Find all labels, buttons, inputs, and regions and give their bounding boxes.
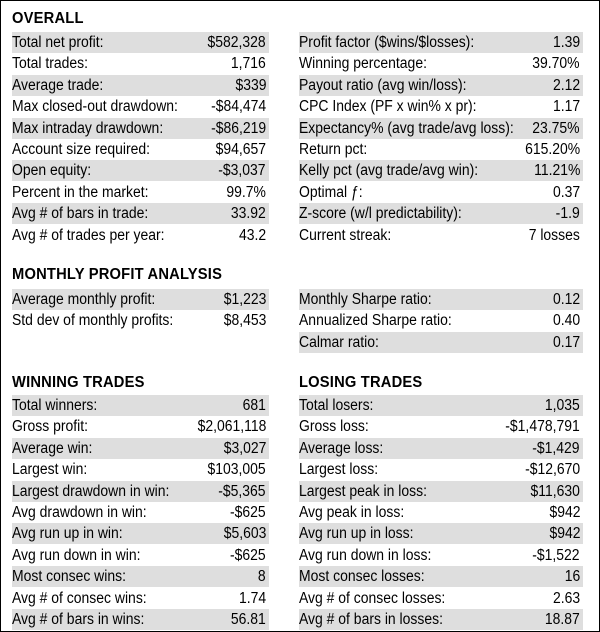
overall-left-stat-value: $339 (234, 76, 266, 94)
overall-left-stat-value: 99.7% (226, 183, 266, 201)
overall-left-stat-value: 1,716 (231, 55, 266, 73)
overall-left-stat-value: -$86,219 (210, 119, 266, 137)
overall-right-stat-value: 2.12 (552, 76, 580, 94)
winning-stat-label: Largest drawdown in win: (12, 482, 170, 500)
overall-right-stat-row (299, 139, 583, 160)
losing-stat-row (299, 545, 583, 566)
overall-left-stat-label: Average trade: (12, 76, 104, 94)
losing-stat-value: $942 (548, 525, 580, 543)
losing-stat-row (299, 566, 583, 587)
overall-left-stat-label: Percent in the market: (12, 183, 149, 201)
winning-stat-label: Avg # of consec wins: (12, 589, 147, 607)
monthly-left-stat-label: Average monthly profit: (12, 291, 156, 308)
losing-stat-label: Avg peak in loss: (299, 504, 405, 521)
losing-stat-value: 1,035 (545, 397, 580, 414)
losing-stat-value: -$1,522 (532, 546, 580, 564)
monthly-right-stat-label: Annualized Sharpe ratio: (299, 312, 452, 330)
winning-stat-value: 56.81 (231, 611, 266, 628)
overall-left-stat-label: Max closed-out drawdown: (12, 98, 178, 116)
winning-stat-value: 1.74 (238, 589, 266, 607)
losing-stat-row (299, 609, 583, 630)
losing-stat-value: $942 (548, 504, 580, 521)
overall-left-stat-row (12, 32, 269, 53)
overall-left-stat-row (12, 75, 269, 96)
losing-stat-label: Avg run down in loss: (299, 546, 432, 564)
overall-right-stat-value: 1.17 (552, 98, 580, 116)
monthly-right-stat-value: 0.17 (552, 333, 580, 351)
overall-right-stat-row (299, 160, 583, 181)
winning-stat-row (12, 566, 269, 587)
overall-right-stat-value: 23.75% (532, 119, 580, 137)
winning-stat-value: $3,027 (223, 439, 266, 457)
overall-left-stat-label: Avg # of bars in trade: (12, 205, 149, 223)
overall-left-stat-label: Total trades: (12, 55, 88, 73)
losing-stat-label: Avg run up in loss: (299, 525, 414, 543)
losing-stat-value: 16 (564, 568, 580, 586)
overall-right-stat-label: Return pct: (299, 141, 368, 158)
losing-stat-value: $11,630 (530, 482, 580, 500)
overall-right-stat-value: 39.70% (532, 55, 580, 73)
overall-left-stat-value: 43.2 (238, 226, 266, 244)
winning-stat-row (12, 609, 269, 630)
monthly-right-stat-row (299, 289, 583, 310)
overall-left-stat-row (12, 139, 269, 160)
overall-right-stat-label: Winning percentage: (299, 55, 427, 73)
winning-stat-label: Avg run up in win: (12, 525, 123, 543)
overall-right-stat-row (299, 118, 583, 139)
overall-right-stat-value: 1.39 (552, 34, 580, 51)
overall-right-stat-label: Payout ratio (avg win/loss): (299, 76, 467, 94)
overall-right-stat-value: 11.21% (533, 162, 580, 180)
winning-stat-label: Largest win: (12, 461, 88, 479)
overall-left-stat-value: -$84,474 (210, 98, 266, 116)
losing-stat-label: Average loss: (299, 439, 384, 457)
winning-stat-value: -$625 (230, 504, 266, 521)
losing-stat-label: Gross loss: (299, 418, 369, 436)
losing-stat-label: Largest peak in loss: (299, 482, 427, 500)
overall-right-stat-value: -1.9 (555, 205, 580, 223)
overall-left-stat-row (12, 53, 269, 74)
winning-stat-value: 681 (242, 397, 266, 414)
overall-left-stat-value: -$3,037 (218, 162, 266, 180)
losing-stat-row (299, 588, 583, 609)
winning-stat-row (12, 459, 269, 480)
losing-stat-label: Avg # of consec losses: (299, 589, 446, 607)
overall-left-stat-row (12, 118, 269, 139)
overall-right-stat-label: Z-score (w/l predictability): (299, 205, 462, 223)
overall-right-stat-label: Current streak: (299, 226, 392, 244)
overall-left-stat-row (12, 182, 269, 203)
winning-stat-label: Average win: (12, 439, 93, 457)
winning-heading: WINNING TRADES (12, 374, 145, 391)
losing-stat-value: 18.87 (545, 611, 580, 628)
overall-right-stat-row (299, 225, 583, 246)
monthly-left-stat-value: $1,223 (223, 291, 266, 308)
losing-heading: LOSING TRADES (299, 374, 423, 391)
winning-stat-label: Avg # of bars in wins: (12, 611, 145, 628)
overall-left-stat-row (12, 203, 269, 224)
monthly-right-stat-row (299, 310, 583, 331)
winning-stat-label: Gross profit: (12, 418, 88, 436)
losing-stat-row (299, 502, 583, 523)
overall-right-stat-row (299, 182, 583, 203)
winning-stat-label: Avg run down in win: (12, 546, 141, 564)
overall-left-stat-label: Max intraday drawdown: (12, 119, 164, 137)
monthly-heading: MONTHLY PROFIT ANALYSIS (12, 266, 223, 283)
overall-heading: OVERALL (12, 10, 84, 27)
overall-right-stat-value: 615.20% (524, 141, 580, 158)
overall-left-stat-label: Total net profit: (12, 34, 104, 51)
overall-right-stat-row (299, 53, 583, 74)
overall-right-stat-label: Kelly pct (avg trade/avg win): (299, 162, 479, 180)
losing-stat-row (299, 416, 583, 437)
monthly-left-stat-value: $8,453 (223, 312, 266, 330)
losing-stat-row (299, 395, 583, 416)
winning-stat-row (12, 481, 269, 502)
overall-left-stat-label: Account size required: (12, 141, 151, 158)
winning-stat-value: -$5,365 (218, 482, 266, 500)
overall-right-stat-label: CPC Index (PF x win% x pr): (299, 98, 477, 116)
overall-left-stat-row (12, 160, 269, 181)
winning-stat-value: $2,061,118 (197, 418, 266, 436)
losing-stat-row (299, 523, 583, 544)
winning-stat-label: Most consec wins: (12, 568, 126, 586)
losing-stat-label: Most consec losses: (299, 568, 425, 586)
losing-stat-row (299, 481, 583, 502)
winning-stat-row (12, 395, 269, 416)
overall-right-stat-value: 7 losses (528, 226, 580, 244)
overall-left-stat-value: $582,328 (207, 34, 266, 51)
winning-stat-value: $5,603 (223, 525, 266, 543)
winning-stat-label: Total winners: (12, 397, 98, 414)
monthly-left-stat-row (12, 310, 269, 331)
losing-stat-row (299, 459, 583, 480)
overall-right-stat-value: 0.37 (552, 183, 580, 201)
winning-stat-value: -$625 (230, 546, 266, 564)
monthly-left-stat-label: Std dev of monthly profits: (12, 312, 174, 330)
monthly-right-stat-label: Monthly Sharpe ratio: (299, 291, 432, 308)
winning-stat-value: $103,005 (207, 461, 266, 479)
losing-stat-row (299, 438, 583, 459)
winning-stat-label: Avg drawdown in win: (12, 504, 147, 521)
monthly-right-stat-label: Calmar ratio: (299, 333, 379, 351)
overall-left-stat-label: Avg # of trades per year: (12, 226, 165, 244)
overall-right-stat-row (299, 75, 583, 96)
winning-stat-row (12, 523, 269, 544)
winning-stat-row (12, 416, 269, 437)
monthly-right-stat-value: 0.40 (552, 312, 580, 330)
overall-right-stat-row (299, 96, 583, 117)
losing-stat-label: Largest loss: (299, 461, 379, 479)
overall-left-stat-value: $94,657 (215, 141, 266, 158)
losing-stat-value: -$1,478,791 (505, 418, 580, 436)
overall-right-stat-row (299, 32, 583, 53)
winning-stat-row (12, 438, 269, 459)
overall-left-stat-value: 33.92 (231, 205, 266, 223)
losing-stat-value: 2.63 (552, 589, 580, 607)
monthly-right-stat-row (299, 332, 583, 353)
overall-right-stat-label: Expectancy% (avg trade/avg loss): (299, 119, 514, 137)
monthly-right-stat-value: 0.12 (552, 291, 580, 308)
losing-stat-value: -$12,670 (524, 461, 580, 479)
overall-right-stat-label: Profit factor ($wins/$losses): (299, 34, 475, 51)
overall-left-stat-label: Open equity: (12, 162, 92, 180)
winning-stat-value: 8 (258, 568, 266, 586)
winning-stat-row (12, 502, 269, 523)
winning-stat-row (12, 545, 269, 566)
overall-right-stat-label: Optimal ƒ: (299, 183, 363, 201)
losing-stat-label: Avg # of bars in losses: (299, 611, 443, 628)
winning-stat-row (12, 588, 269, 609)
overall-left-stat-row (12, 96, 269, 117)
monthly-left-stat-row (12, 289, 269, 310)
overall-left-stat-row (12, 225, 269, 246)
losing-stat-label: Total losers: (299, 397, 374, 414)
overall-right-stat-row (299, 203, 583, 224)
losing-stat-value: -$1,429 (532, 439, 580, 457)
